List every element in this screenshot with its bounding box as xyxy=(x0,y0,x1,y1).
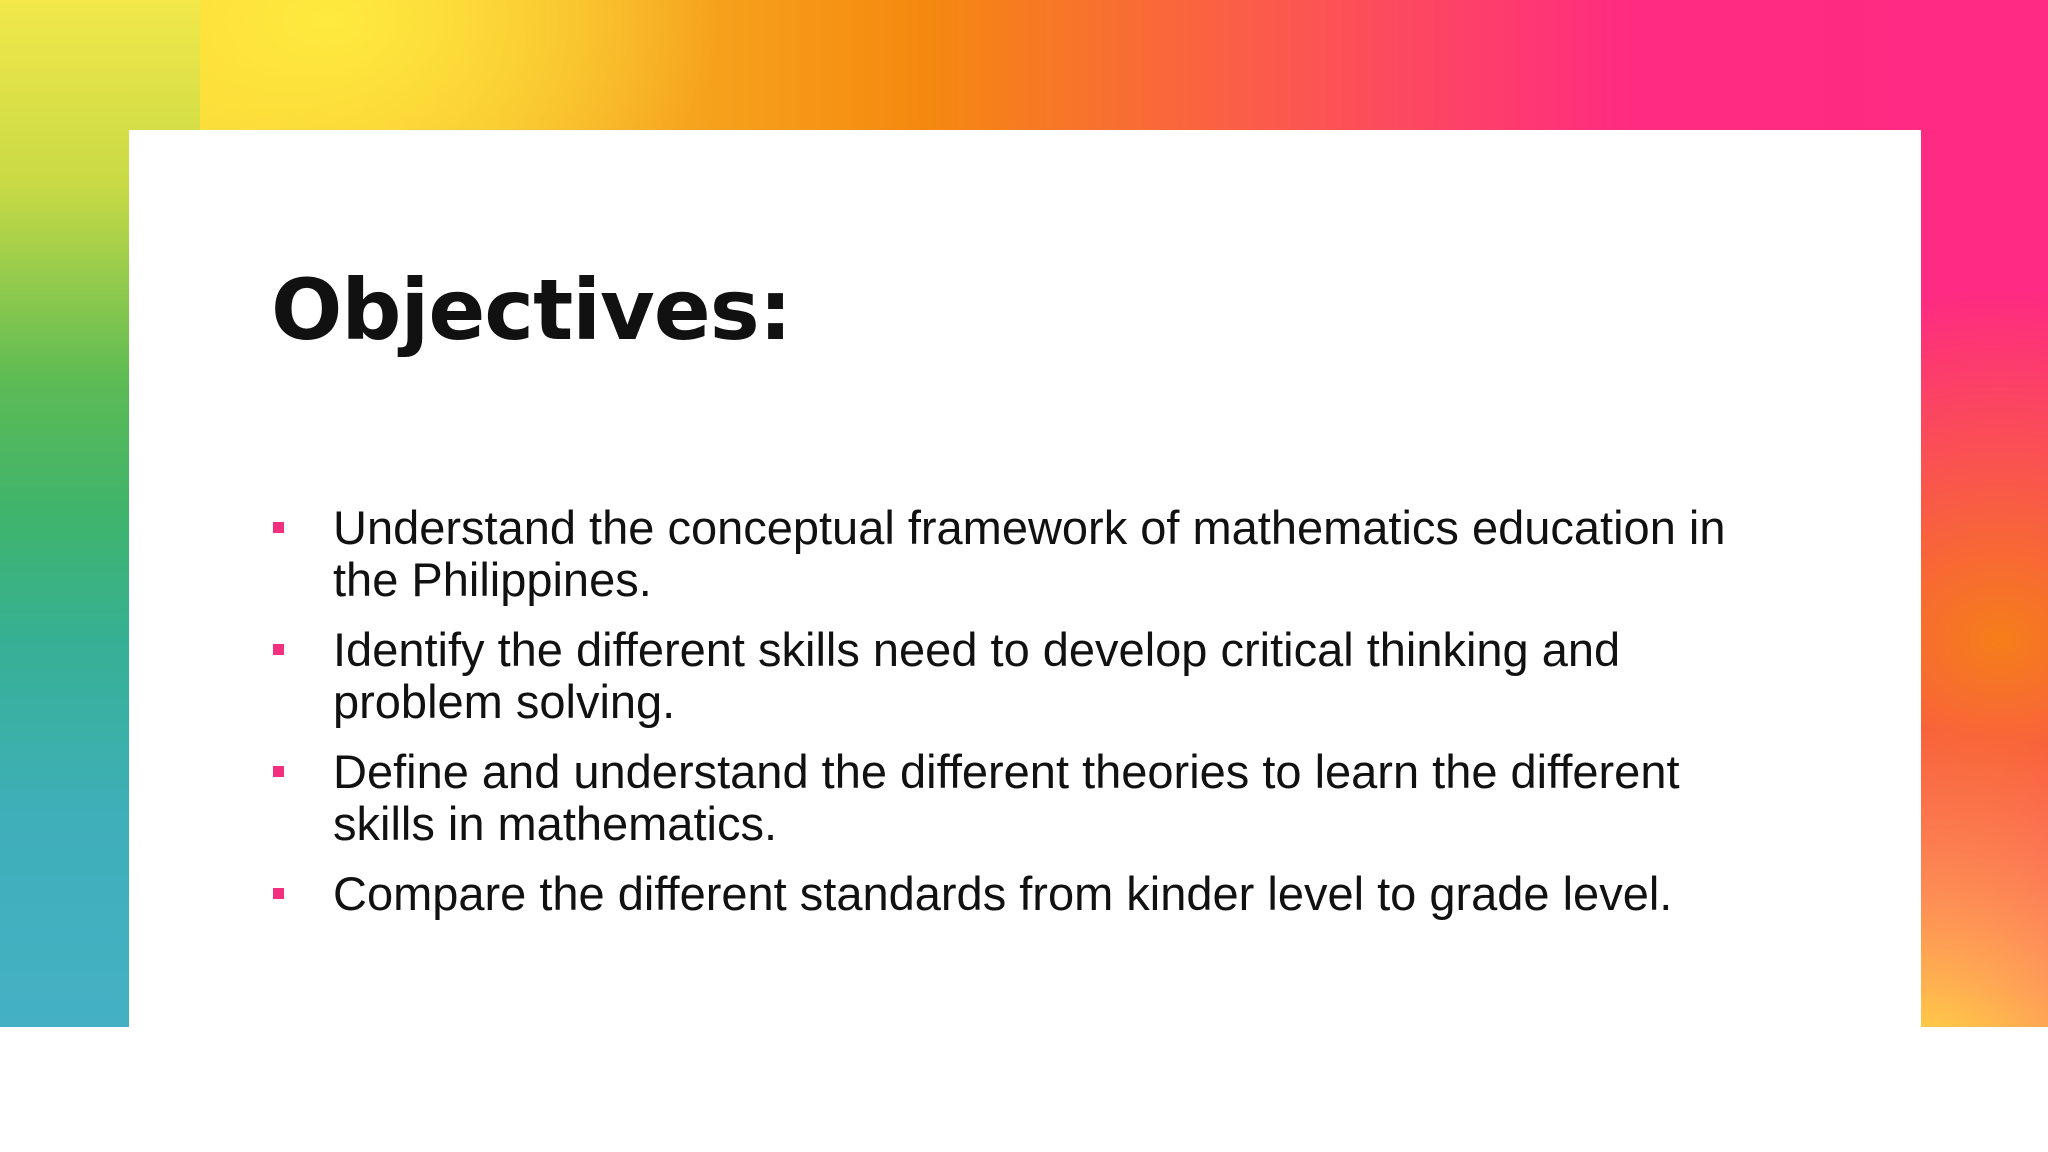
list-item-text: Compare the different standards from kinder level to grade level. xyxy=(333,867,1673,920)
slide-content-panel xyxy=(129,130,1921,1027)
list-item-text: Identify the different skills need to develop critical thinking and problem solving. xyxy=(333,623,1621,728)
list-item xyxy=(273,624,1773,728)
list-item xyxy=(273,502,1773,606)
objectives-list xyxy=(273,502,1773,938)
list-item xyxy=(273,868,1773,920)
bullet-square-icon xyxy=(273,766,284,777)
bullet-square-icon xyxy=(273,888,284,899)
bullet-square-icon xyxy=(273,522,284,533)
bullet-square-icon xyxy=(273,644,284,655)
list-item xyxy=(273,746,1773,850)
list-item-text: Understand the conceptual framework of mathematics education in the Philippines. xyxy=(333,501,1726,606)
list-item-text: Define and understand the different theories to learn the different skills in mathematics. xyxy=(333,745,1680,850)
slide-title: Objectives: xyxy=(271,261,792,359)
